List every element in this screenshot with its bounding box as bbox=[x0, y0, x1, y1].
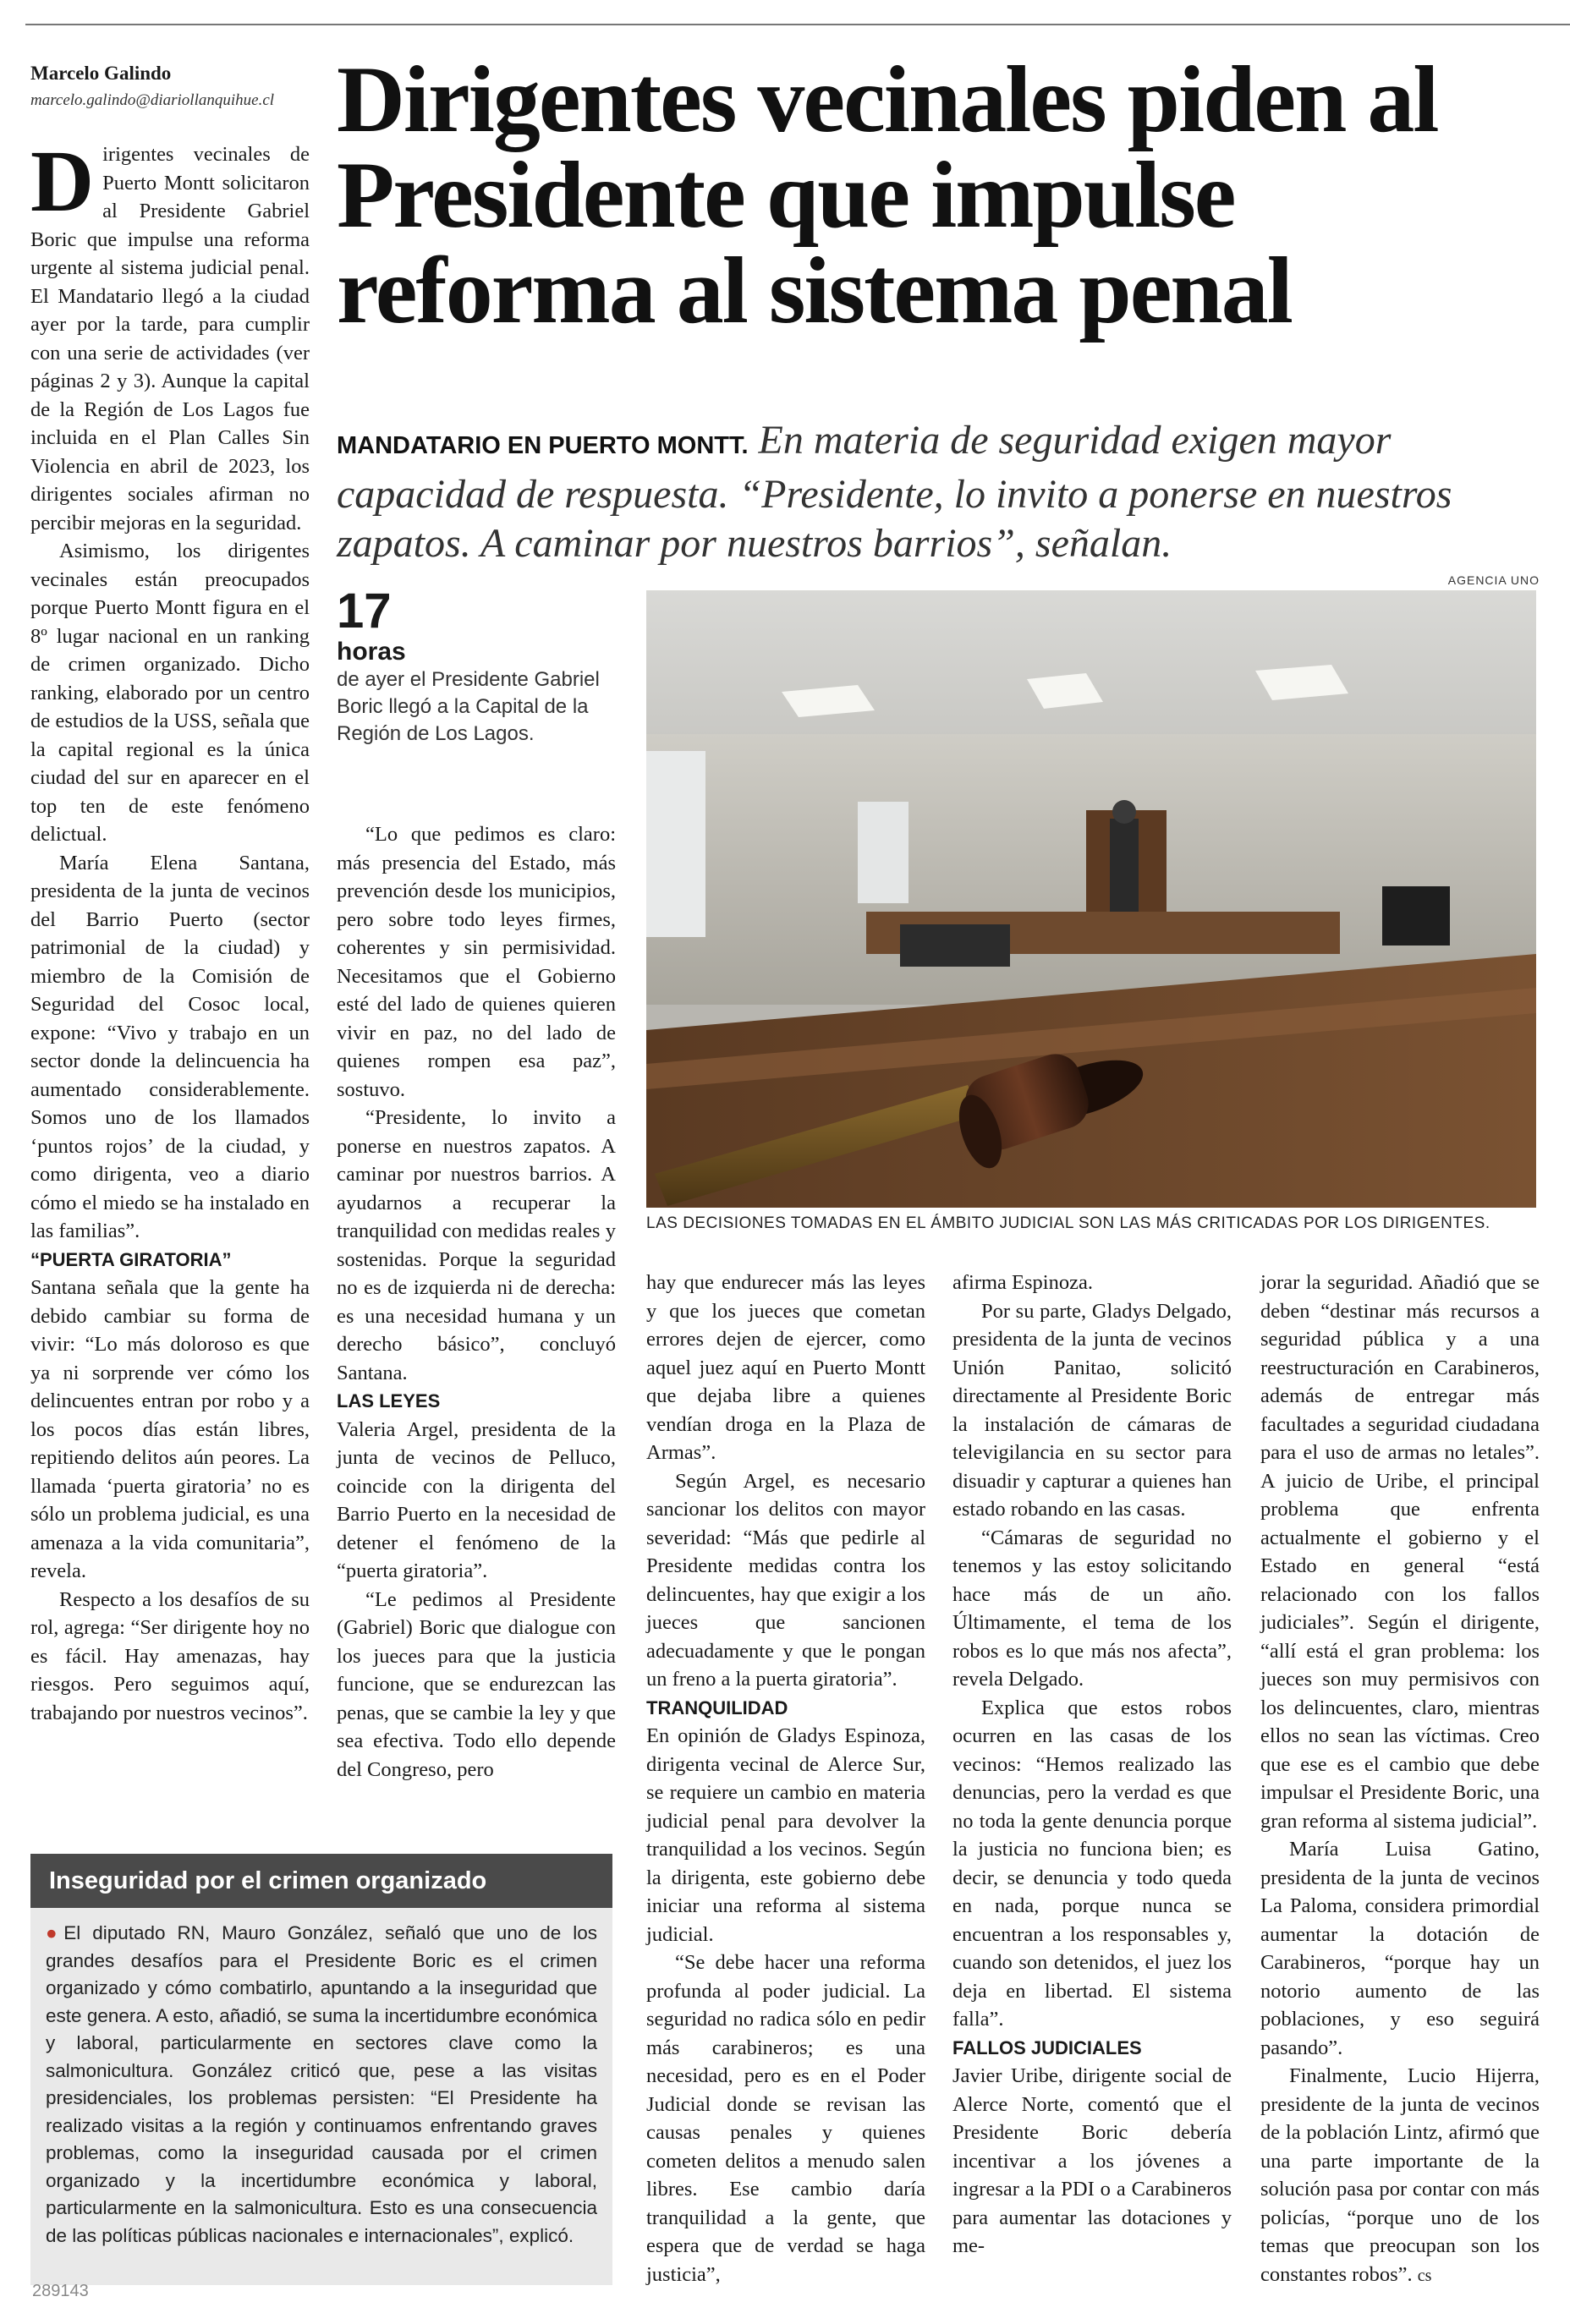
col2-paragraph: “Le pedimos al Presidente (Gabriel) Boric que dialogue con los jueces para que la justicia funcione, que se endurezcan las penas, que se cambie la ley y que sea efectiva. Todo ello depende del Congreso, pero bbox=[337, 1587, 616, 1781]
col4-paragraph: Javier Uribe, dirigente social de Alerce Norte, comentó que el Presidente Boric debería incentivar a los jóvenes a ingresar a la PDI o a Carabineros para aumentar las dotaciones y me- bbox=[952, 2064, 1232, 2257]
byline-author: Marcelo Galindo bbox=[30, 63, 172, 84]
deck-kicker: MANDATARIO EN PUERTO MONTT. bbox=[337, 432, 749, 459]
col1-paragraph: Respecto a los desafíos de su rol, agrega: “Ser dirigente hoy no es fácil. Hay amenazas, hay riesgos. Pero seguimos aquí, trabajando por nuestros vecinos”. bbox=[30, 1587, 310, 1724]
col5-paragraph-text: Finalmente, Lucio Hijerra, presidente de la junta de vecinos de la población Lintz, afirmó que una parte importante de la solución pasa por contar con más policías, “porque uno de los temas que preocupan son los constantes robos”. bbox=[1260, 2064, 1540, 2286]
courtroom-photo bbox=[646, 590, 1536, 1208]
headline: Dirigentes vecinales piden al Presidente que impulse reforma al sistema penal bbox=[337, 47, 1438, 343]
col4-paragraph: Por su parte, Gladys Delgado, presidenta de la junta de vecinos Unión Panitao, solicitó directamente al Presidente Boric la instalación de cámaras de televigilancia en su sector para disuadir y capturar a quienes han estado robando en las casas. bbox=[952, 1299, 1232, 1521]
col4-paragraph: Explica que estos robos ocurren en las casas de los vecinos: “Hemos realizado las denuncias, pero la verdad es que no toda la gente denuncia porque la justicia no funciona bien; es decir, se denuncia y todo queda en nada, porque nunca se encuentran a los responsables y, cuando son detenidos, el juez los deja en libertad. El sistema falla”. bbox=[952, 1696, 1232, 2031]
col2-paragraph: “Lo que pedimos es claro: más presencia del Estado, más prevención desde los municipios, pero sobre todo leyes firmes, coherentes y sin permisividad. Necesitamos que el Gobierno esté del lado de quienes quieren vivir en paz, no del lado de quienes rompen esa paz”, sostuvo. bbox=[337, 823, 616, 1101]
photo-credit: AGENCIA UNO bbox=[1447, 573, 1540, 587]
subheading: LAS LEYES bbox=[337, 1390, 441, 1411]
column-4 bbox=[952, 1269, 1232, 2261]
stat-unit: horas bbox=[337, 638, 406, 666]
col1-paragraph: María Elena Santana, presidenta de la junta de vecinos del Barrio Puerto (sector patrimonial de la ciudad) y miembro de la Comisión de Seguridad del Cosoc local, expone: “Vivo y trabajo en un sector donde la delincuencia ha aumentado considerablemente. Somos uno de los llamados ‘puntos rojos’ de la ciudad, y como dirigenta, veo a diario cómo el miedo se ha instalado en las familias”. bbox=[30, 851, 310, 1242]
column-3 bbox=[646, 1269, 925, 2288]
photo-caption: LAS DECISIONES TOMADAS EN EL ÁMBITO JUDICIAL SON LAS MÁS CRITICADAS POR LOS DIRIGENTES. bbox=[646, 1214, 1490, 1232]
col2-paragraph: Valeria Argel, presidenta de la junta de vecinos de Pelluco, coincide con la dirigenta del Barrio Puerto en la necesidad de detener el fenómeno de la “puerta giratoria”. bbox=[337, 1417, 616, 1582]
byline-email: marcelo.galindo@diariollanquihue.cl bbox=[30, 91, 275, 109]
sidebar-box-body bbox=[30, 1908, 612, 2250]
sidebar-box bbox=[30, 1854, 612, 2285]
page-number: 289143 bbox=[32, 2282, 89, 2300]
stat-text: de ayer el Presidente Gabriel Boric llegó a la Capital de la Región de Los Lagos. bbox=[337, 668, 600, 745]
col1-paragraph: Santana señala que la gente ha debido cambiar su forma de vivir: “Lo más doloroso es que ya ni sorprende ver cómo los delincuentes entran por robo y a los pocos días están libres, repitiendo delitos aún peores. La llamada ‘puerta giratoria’ no es sólo un problema judicial, es una amenaza a la vida comunitaria”, revela. bbox=[30, 1276, 310, 1582]
dropcap: D bbox=[30, 133, 95, 230]
col4-paragraph: “Cámaras de seguridad no tenemos y las estoy solicitando hace más de un año. Últimamente, el tema de los robos es lo que más nos afecta”, revela Delgado. bbox=[952, 1526, 1232, 1691]
col1-paragraph: Asimismo, los dirigentes vecinales están preocupados porque Puerto Montt figura en el 8º lugar nacional en un ranking de crimen organizado. Dicho ranking, elaborado por un centro de estudios de la USS, señala que la capital regional es la única ciudad del sur en aparecer en el top ten de este fenómeno delictual. bbox=[30, 540, 310, 846]
col4-paragraph: afirma Espinoza. bbox=[952, 1271, 1093, 1294]
deck bbox=[337, 416, 1538, 568]
end-mark: cs bbox=[1417, 2266, 1432, 2285]
subheading: “PUERTA GIRATORIA” bbox=[30, 1248, 232, 1270]
col3-paragraph: En opinión de Gladys Espinoza, dirigenta vecinal de Alerce Sur, se requiere un cambio en materia judicial penal para devolver la tranquilidad a los vecinos. Según la dirigenta, este gobierno debe iniciar una reforma al sistema judicial. bbox=[646, 1724, 925, 1946]
col3-paragraph: “Se debe hacer una reforma profunda al poder judicial. La seguridad no radica sólo en pedir más carabineros; es una necesidad, pero es en el Poder Judicial donde se revisan las causas penales y quienes cometen delitos a menudo salen libres. Ese cambio daría tranquilidad a la gente, que espera que de verdad se haga justicia”, bbox=[646, 1951, 925, 2286]
col1-paragraph: irigentes vecinales de Puerto Montt solicitaron al Presidente Gabriel Boric que impulse una reforma urgente al sistema judicial penal. El Mandatario llegó a la ciudad ayer por la tarde, para cumplir con una serie de actividades (ver páginas 2 y 3). Aunque la capital de la Región de Los Lagos fue incluida en el Plan Calles Sin Violencia en abril de 2023, los dirigentes sociales afirman no percibir mejoras en la seguridad. bbox=[30, 143, 310, 534]
column-1 bbox=[30, 133, 310, 1727]
col2-paragraph: “Presidente, lo invito a ponerse en nuestros zapatos. A caminar por nuestros barrios. A ayudarnos a recuperar la tranquilidad con medidas reales y sostenidas. Porque la seguridad no es de izquierda ni de derecha: es una necesidad humana y un derecho básico”, concluyó Santana. bbox=[337, 1106, 616, 1384]
subheading: TRANQUILIDAD bbox=[646, 1696, 788, 1718]
column-5 bbox=[1260, 1269, 1540, 2290]
sidebar-box-text: El diputado RN, Mauro González, señaló que uno de los grandes desafíos para el Presidente Boric es el crimen organizado y cómo combatirlo, apuntando a la inseguridad que este genera. A esto, añadió, se suma la incertidumbre económica y laboral, particularmente en sectores clave como la salmonicultura. González criticó que, pese a las visitas presidenciales, los problemas persisten: “El Presidente ha realizado visitas a la región y continuamos enfrentando graves problemas, como la inseguridad causada por el crimen organizado y la incertidumbre económica y laboral, particularmente en la salmonicultura. Esto es una consecuencia de las políticas públicas nacionales e internacionales”, explicó. bbox=[46, 1922, 597, 2246]
bullet-icon: ● bbox=[46, 1922, 64, 1943]
stat-callout bbox=[337, 585, 624, 748]
deck-text: En materia de seguridad exigen mayor capacidad de respuesta. “Presidente, lo invito a ponerse en nuestros zapatos. A caminar por nuestros barrios”, señalan. bbox=[337, 418, 1452, 566]
col3-paragraph: hay que endurecer más las leyes y que los jueces que cometan errores dejen de ejercer, como aquel juez aquí en Puerto Montt que dejaba libre a quienes vendían droga en la Plaza de Armas”. bbox=[646, 1271, 925, 1464]
col5-paragraph bbox=[1260, 2062, 1540, 2290]
stat-number: 17 bbox=[337, 584, 392, 639]
top-rule bbox=[25, 24, 1570, 25]
col5-paragraph: jorar la seguridad. Añadió que se deben “destinar más recursos a seguridad pública y a una reestructuración en Carabineros, además de entregar más facultades a seguridad ciudadana para el uso de armas no letales”. A juicio de Uribe, el principal problema que enfrenta actualmente el gobierno y el Estado en general “está relacionado con los fallos judiciales”. Según el dirigente, “allí está el gran problema: los jueces son muy permisivos con los delincuentes, claro, mientras ellos no sean las víctimas. Creo que ese es el cambio que debe impulsar el Presidente Boric, una gran reforma al sistema judicial”. bbox=[1260, 1271, 1540, 1833]
col5-paragraph: María Luisa Gatino, presidenta de la junta de vecinos La Paloma, considera primordial aumentar la dotación de Carabineros, “porque hay un notorio aumento de las poblaciones, y eso seguirá pasando”. bbox=[1260, 1838, 1540, 2059]
column-2 bbox=[337, 820, 616, 1784]
col3-paragraph: Según Argel, es necesario sancionar los delitos con mayor severidad: “Más que pedirle al Presidente medidas contra los delincuentes, hay que exigir a los jueces que sancionen adecuadamente y que le pongan un freno a la puerta giratoria”. bbox=[646, 1469, 925, 1691]
sidebar-box-title: Inseguridad por el crimen organizado bbox=[30, 1854, 612, 1908]
subheading: FALLOS JUDICIALES bbox=[952, 2036, 1142, 2058]
courtroom-illustration bbox=[646, 590, 1536, 1208]
